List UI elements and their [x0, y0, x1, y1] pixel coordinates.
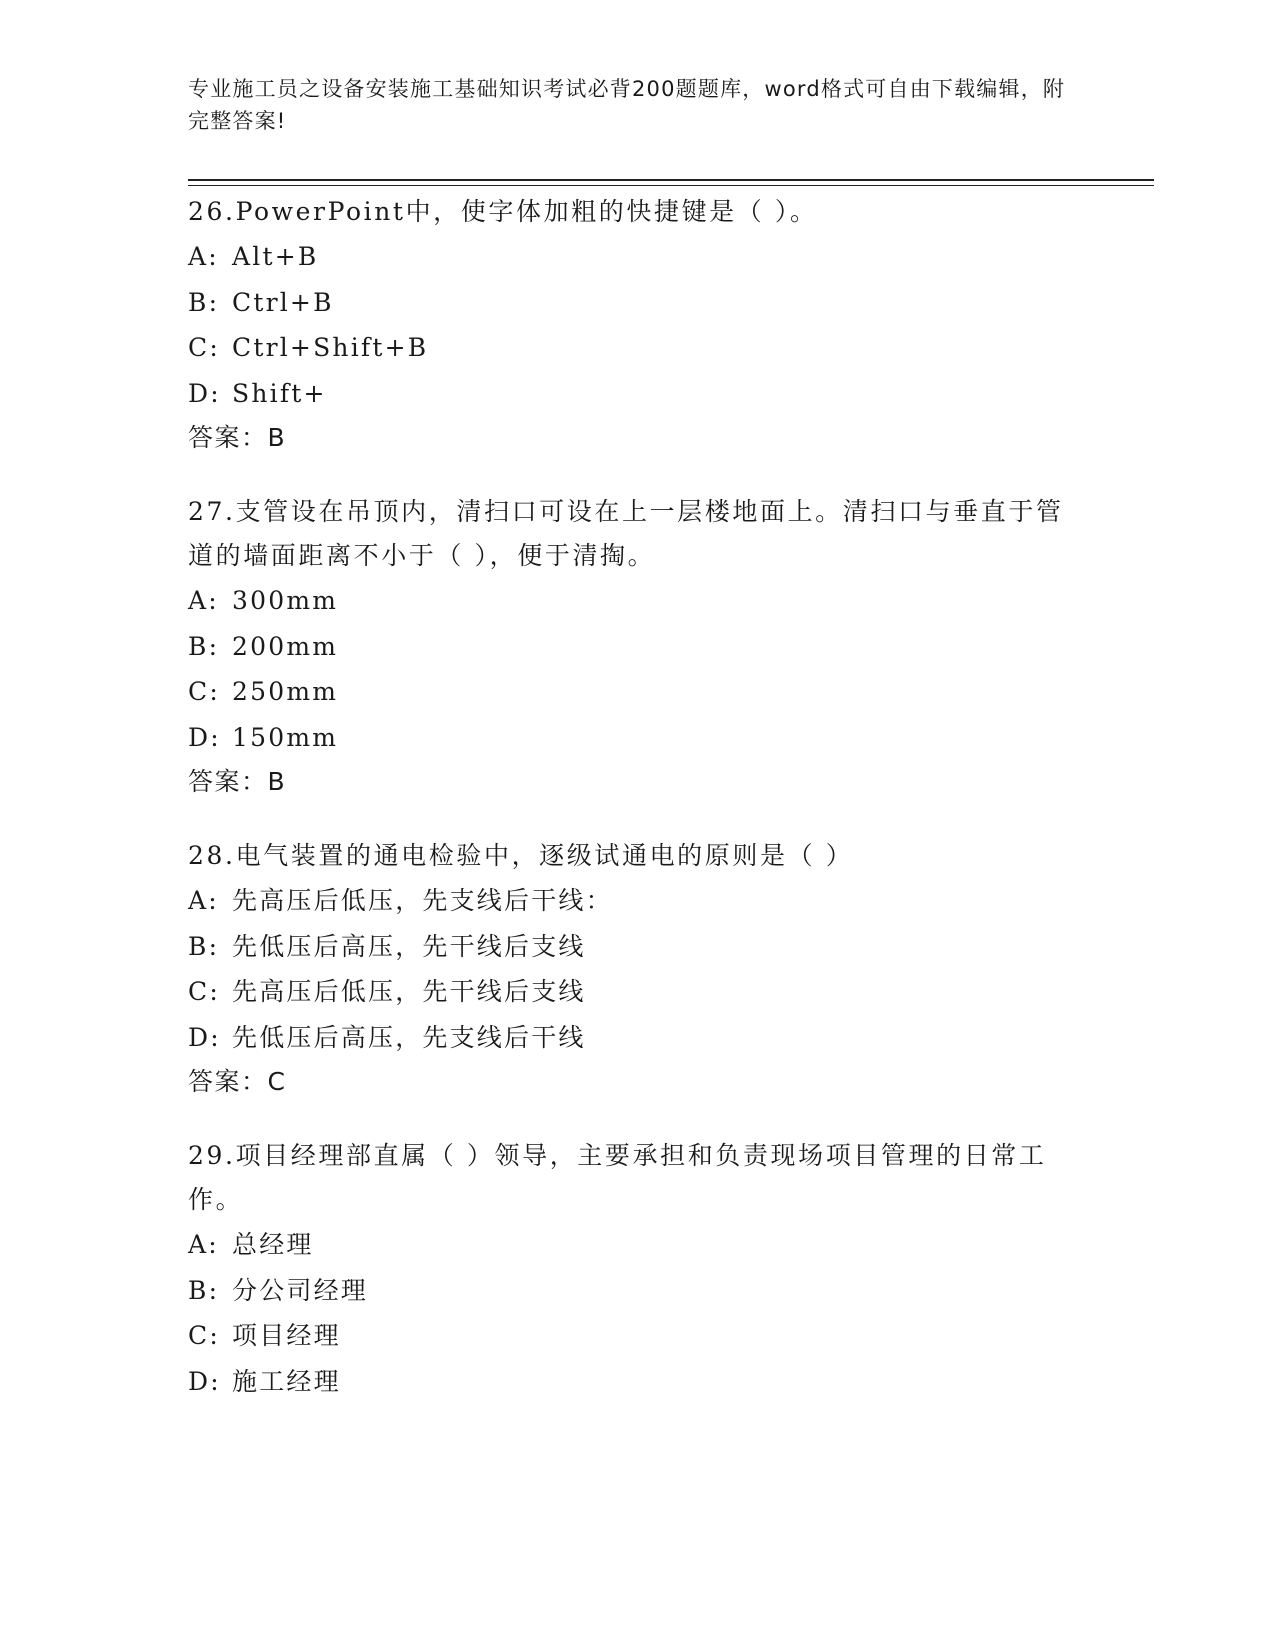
- option-letter: B:: [188, 287, 220, 317]
- option-text: 200mm: [232, 631, 339, 661]
- header-rule-thick: [188, 179, 1154, 181]
- option-letter: B:: [188, 1275, 220, 1305]
- option-b: [188, 624, 1088, 670]
- question-number: 29.: [188, 1141, 236, 1170]
- question-number: 28.: [188, 841, 236, 870]
- option-letter: C:: [188, 677, 220, 706]
- answer-line: 答案：B: [188, 423, 287, 452]
- document-header: 专业施工员之设备安装施工基础知识考试必背200题题库，word格式可自由下载编辑，附完整答案!: [188, 77, 1066, 133]
- option-text: 先高压后低压，先支线后干线：: [232, 886, 613, 915]
- option-letter: B:: [188, 631, 220, 661]
- question-stem: [188, 1132, 1088, 1222]
- header-rule-thin: [188, 185, 1154, 186]
- option-c: [188, 1313, 1088, 1359]
- option-b: [188, 1268, 1088, 1314]
- option-letter: D:: [188, 1022, 221, 1052]
- option-text: Alt+B: [232, 242, 319, 271]
- option-letter: C:: [188, 1321, 220, 1350]
- option-text: Shift+: [232, 378, 327, 408]
- question-number: 27.: [188, 497, 236, 526]
- option-d: [188, 715, 1088, 761]
- option-c: [188, 669, 1088, 715]
- option-letter: D:: [188, 722, 221, 752]
- answer-line: 答案：B: [188, 767, 287, 796]
- question-text: 电气装置的通电检验中，逐级试通电的原则是（ ）: [235, 841, 854, 870]
- question-list: [188, 188, 1088, 1432]
- option-text: 先低压后高压，先支线后干线: [232, 1022, 586, 1052]
- option-letter: D:: [188, 1366, 221, 1396]
- option-d: [188, 1015, 1088, 1061]
- option-text: 施工经理: [232, 1366, 341, 1396]
- question-number: 26.: [188, 197, 236, 226]
- option-letter: A:: [188, 886, 219, 915]
- question-26: [188, 188, 1088, 460]
- option-c: [188, 969, 1088, 1015]
- option-letter: A:: [188, 586, 219, 615]
- option-letter: A:: [188, 242, 219, 271]
- question-28: [188, 832, 1088, 1104]
- option-text: 先高压后低压，先干线后支线: [232, 977, 586, 1006]
- option-a: [188, 1222, 1088, 1268]
- option-text: 300mm: [232, 586, 339, 615]
- option-a: [188, 234, 1088, 280]
- question-text: 支管设在吊顶内，清扫口可设在上一层楼地面上。清扫口与垂直于管道的墙面距离不小于（ ），便于清掏。: [188, 497, 1064, 570]
- option-letter: B:: [188, 931, 220, 961]
- option-text: 分公司经理: [232, 1275, 369, 1305]
- option-a: [188, 578, 1088, 624]
- option-letter: C:: [188, 977, 220, 1006]
- question-stem: [188, 488, 1088, 578]
- question-stem: [188, 188, 1088, 234]
- option-a: [188, 878, 1088, 924]
- question-stem: [188, 832, 1088, 878]
- option-text: 总经理: [232, 1230, 314, 1259]
- answer-line: 答案：C: [188, 1067, 287, 1096]
- question-text: PowerPoint中，使字体加粗的快捷键是（ ）。: [235, 197, 818, 226]
- option-text: 250mm: [232, 677, 339, 706]
- question-27: [188, 488, 1088, 804]
- option-text: 150mm: [232, 722, 339, 752]
- option-text: 项目经理: [232, 1321, 341, 1350]
- option-letter: D:: [188, 378, 221, 408]
- option-c: [188, 325, 1088, 371]
- option-b: [188, 924, 1088, 970]
- question-text: 项目经理部直属（ ）领导，主要承担和负责现场项目管理的日常工作。: [188, 1141, 1047, 1214]
- question-29: [188, 1132, 1088, 1404]
- option-text: Ctrl+Shift+B: [232, 333, 429, 362]
- option-d: [188, 371, 1088, 417]
- option-d: [188, 1359, 1088, 1405]
- option-text: Ctrl+B: [232, 287, 334, 317]
- option-b: [188, 280, 1088, 326]
- option-letter: C:: [188, 333, 220, 362]
- option-text: 先低压后高压，先干线后支线: [232, 931, 586, 961]
- option-letter: A:: [188, 1230, 219, 1259]
